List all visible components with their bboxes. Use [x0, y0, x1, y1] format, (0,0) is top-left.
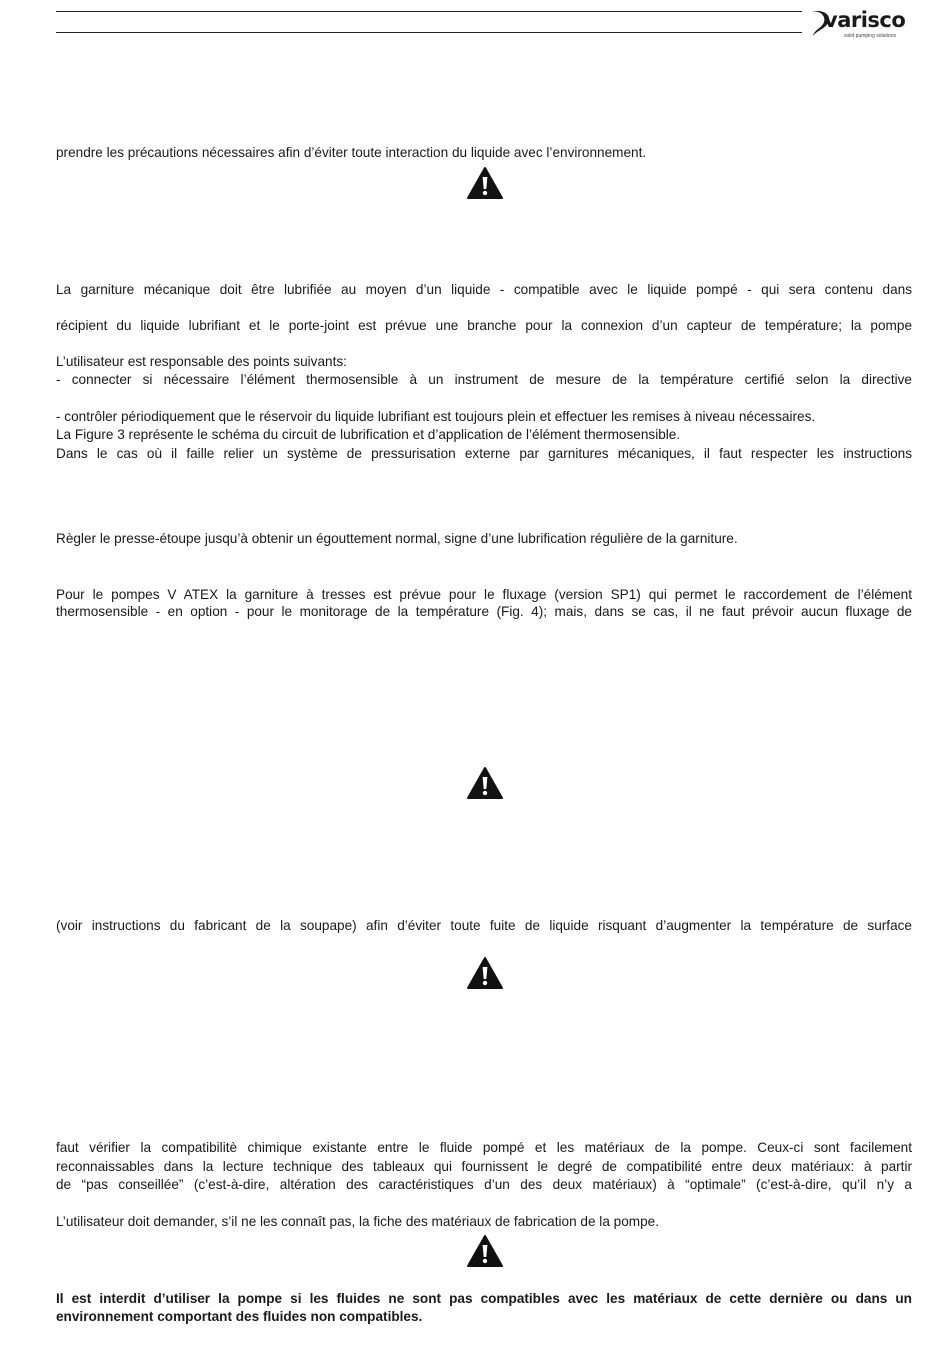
- warning-triangle-icon: [466, 1234, 504, 1268]
- warning-triangle-icon: [466, 166, 504, 200]
- text-line: thermosensible - en option - pour le monitorage de la température (Fig. 4); mais, dans se cas, il ne faut prévoir aucun fluxage de: [56, 604, 912, 619]
- text-line: - contrôler périodiquement que le réservoir du liquide lubrifiant est toujours plein et effectuer les remises à niveau nécessaires.: [56, 409, 816, 424]
- warning-text-line: environnement comportant des fluides non compatibles.: [56, 1309, 423, 1324]
- text-line: Dans le cas où il faille relier un système de pressurisation externe par garnitures mécaniques, il faut respecter les instructions: [56, 446, 912, 461]
- text-line: prendre les précautions nécessaires afin d’éviter toute interaction du liquide avec l’environnement.: [56, 145, 647, 160]
- warning-triangle-icon: [466, 956, 504, 990]
- text-line: (voir instructions du fabricant de la soupape) afin d’éviter toute fuite de liquide risquant d’augmenter la température de surface: [56, 918, 912, 933]
- text-line: L’utilisateur est responsable des points suivants:: [56, 354, 347, 369]
- text-line: - connecter si nécessaire l’élément thermosensible à un instrument de mesure de la température certifié selon la directive: [56, 372, 912, 387]
- text-line: de “pas conseillée” (c’est-à-dire, altération des caractéristiques d’un des deux matériaux) à “optimale” (c’est-à-dire, qu’il n’y a: [56, 1177, 912, 1192]
- text-line: faut vérifier la compatibilitè chimique existante entre le fluide pompé et les matériaux de la pompe. Ceux-ci sont facilement: [56, 1140, 912, 1155]
- text-line: La garniture mécanique doit être lubrifiée au moyen d’un liquide - compatible avec le liquide pompé - qui sera contenu dans: [56, 282, 912, 297]
- text-line: reconnaissables dans la lecture technique des tableaux qui fournissent le degré de compatibilité entre deux matériaux: à partir: [56, 1159, 912, 1174]
- warning-text-line: Il est interdit d’utiliser la pompe si les fluides ne sont pas compatibles avec les matériaux de cette dernière ou dans un: [56, 1291, 912, 1306]
- brand-logo: [810, 6, 920, 42]
- text-line: récipient du liquide lubrifiant et le porte-joint est prévue une branche pour la connexion d’un capteur de température; la pompe: [56, 318, 912, 333]
- text-line: Pour le pompes V ATEX la garniture à tresses est prévue pour le fluxage (version SP1) qui permet le raccordement de l’élément: [56, 587, 912, 602]
- text-line: La Figure 3 représente le schéma du circuit de lubrification et d’application de l’élément thermosensible.: [56, 427, 681, 442]
- header-rule-top: [56, 11, 802, 12]
- logo-tagline: solid pumping solutions: [844, 33, 896, 39]
- text-line: Règler le presse-étoupe jusqu’à obtenir un égouttement normal, signe d’une lubrification régulière de la garniture.: [56, 531, 738, 546]
- text-line: L’utilisateur doit demander, s’il ne les connaît pas, la fiche des matériaux de fabrication de la pompe.: [56, 1214, 660, 1229]
- warning-triangle-icon: [466, 766, 504, 800]
- logo-wordmark: varisco: [824, 8, 906, 32]
- header-rule-bottom: [56, 32, 802, 33]
